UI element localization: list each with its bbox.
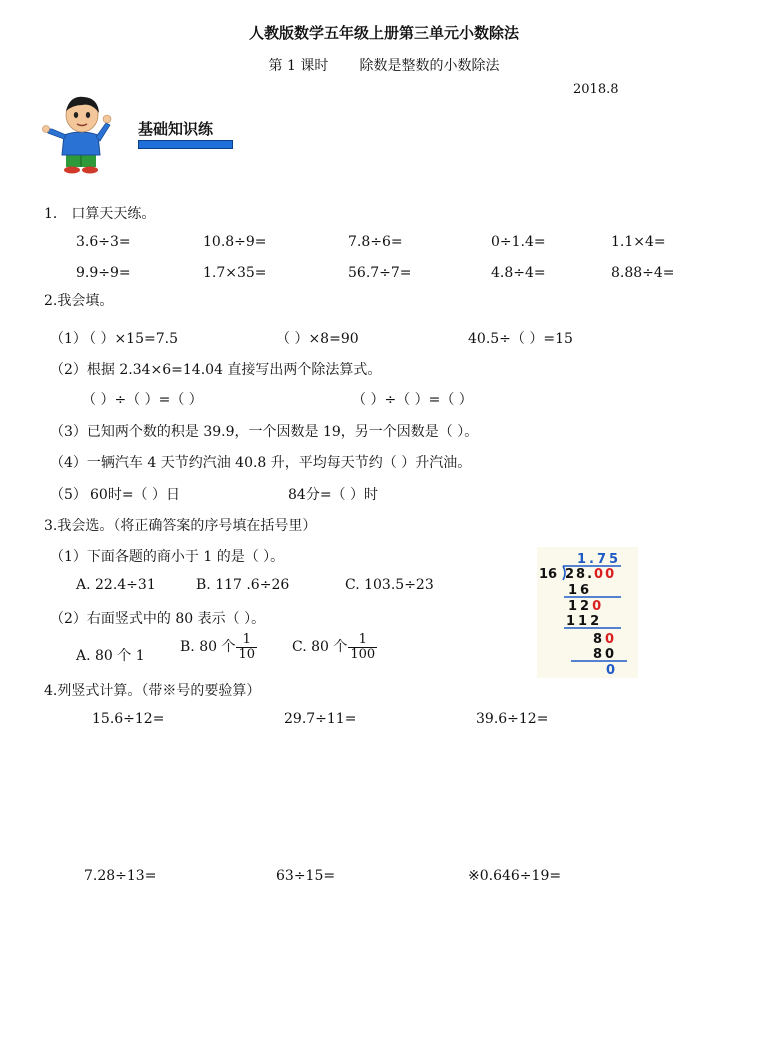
q2-p1-label: （1）	[50, 331, 87, 347]
step-subtract-112: 112	[566, 614, 603, 629]
quotient: 1.75	[577, 552, 622, 567]
step-subtract-16: 16	[568, 583, 593, 598]
q2-p5-blank-b[interactable]: 84分=（ ）时	[288, 487, 378, 503]
q4-item: 15.6÷12=	[92, 711, 165, 727]
q2-p2-blank-1[interactable]: （ ）÷（ ）=（ ）	[82, 392, 203, 408]
q2-p1-blank-a[interactable]: （ ）×15=7.5	[82, 331, 178, 347]
q4-item: 29.7÷11=	[284, 711, 357, 727]
document-date: 2018.8	[573, 82, 619, 97]
q4-item: 7.28÷13=	[84, 868, 157, 884]
q2-p5-blank-a[interactable]: 60时=（ ）日	[90, 487, 180, 503]
q3-p2-option-a[interactable]: A. 80 个 1	[76, 648, 145, 664]
step-subtract-80: 80	[593, 647, 618, 662]
boy-shoe-right	[82, 167, 98, 174]
q1-item: 4.8÷4=	[491, 265, 546, 281]
q2-p5-label: （5）	[50, 487, 87, 503]
final-remainder: 0	[606, 663, 616, 678]
q3-p1-text[interactable]: （1）下面各题的商小于 1 的是（ ）。	[50, 549, 285, 565]
q2-p4-text[interactable]: （4）一辆汽车 4 天节约汽油 40.8 升，平均每天节约（ ）升汽油。	[50, 455, 472, 471]
q1-item: 7.8÷6=	[348, 234, 403, 250]
cartoon-boy-thinking-icon	[40, 93, 122, 175]
q1-item: 3.6÷3=	[76, 234, 131, 250]
q3-p2-text[interactable]: （2）右面竖式中的 80 表示（ ）。	[50, 611, 266, 627]
long-division-figure	[537, 547, 638, 678]
q2-p2-blank-2[interactable]: （ ）÷（ ）=（ ）	[352, 392, 473, 408]
q4-item: 39.6÷12=	[476, 711, 549, 727]
banner-underline-bar	[138, 140, 233, 149]
lesson-subtitle	[0, 55, 768, 75]
q4-title: 4.列竖式计算。（带※号的要验算）	[44, 683, 261, 699]
step-remainder-120: 120	[568, 599, 605, 614]
option-b-prefix: B. 80 个	[180, 639, 236, 656]
q2-title: 2.我会填。	[44, 293, 114, 309]
q2-p2-text: （2）根据 2.34×6=14.04 直接写出两个除法算式。	[50, 362, 382, 378]
page-title: 人教版数学五年级上册第三单元小数除法	[248, 24, 519, 42]
q2-p1-blank-b[interactable]: （ ）×8=90	[276, 331, 359, 347]
dividend: 28.00	[565, 567, 617, 582]
q3-p1-option-c[interactable]: C. 103.5÷23	[345, 577, 434, 593]
lesson-number: 第 1 课时	[268, 58, 329, 74]
option-c-prefix: C. 80 个	[292, 639, 348, 656]
q1-item: 10.8÷9=	[203, 234, 267, 250]
q1-item: 56.7÷7=	[348, 265, 412, 281]
q3-p1-option-b[interactable]: B. 117 .6÷26	[196, 577, 290, 593]
q4-item: 63÷15=	[276, 868, 336, 884]
q2-p1-blank-c[interactable]: 40.5÷（ ）=15	[468, 331, 573, 347]
q3-title: 3.我会选。（将正确答案的序号填在括号里）	[44, 518, 317, 534]
boy-shirt	[62, 132, 100, 155]
step-remainder-80: 80	[593, 632, 618, 647]
fraction-one-hundredth: $\frac{1}{100}$	[350, 632, 376, 662]
q1-item: 1.7×35=	[203, 265, 267, 281]
q1-item: 8.88÷4=	[611, 265, 675, 281]
q1-title: 1． 口算天天练。	[44, 206, 156, 222]
q4-item: ※0.646÷19=	[468, 868, 562, 884]
q3-p2-option-b[interactable]	[180, 633, 257, 661]
q1-item: 9.9÷9=	[76, 265, 131, 281]
boy-shoe-left	[64, 167, 80, 174]
fraction-one-tenth: $\frac{1}{10}$	[238, 632, 255, 662]
divisor: 16	[539, 567, 558, 582]
q1-item: 1.1×4=	[611, 234, 666, 250]
q2-p3-text[interactable]: （3）已知两个数的积是 39.9，一个因数是 19，另一个因数是（ ）。	[50, 424, 479, 440]
lesson-topic: 除数是整数的小数除法	[359, 58, 500, 74]
q3-p2-option-c[interactable]	[292, 633, 377, 661]
section-banner: 基础知识练	[138, 120, 214, 138]
q1-item: 0÷1.4=	[491, 234, 546, 250]
q3-p1-option-a[interactable]: A. 22.4÷31	[76, 577, 156, 593]
